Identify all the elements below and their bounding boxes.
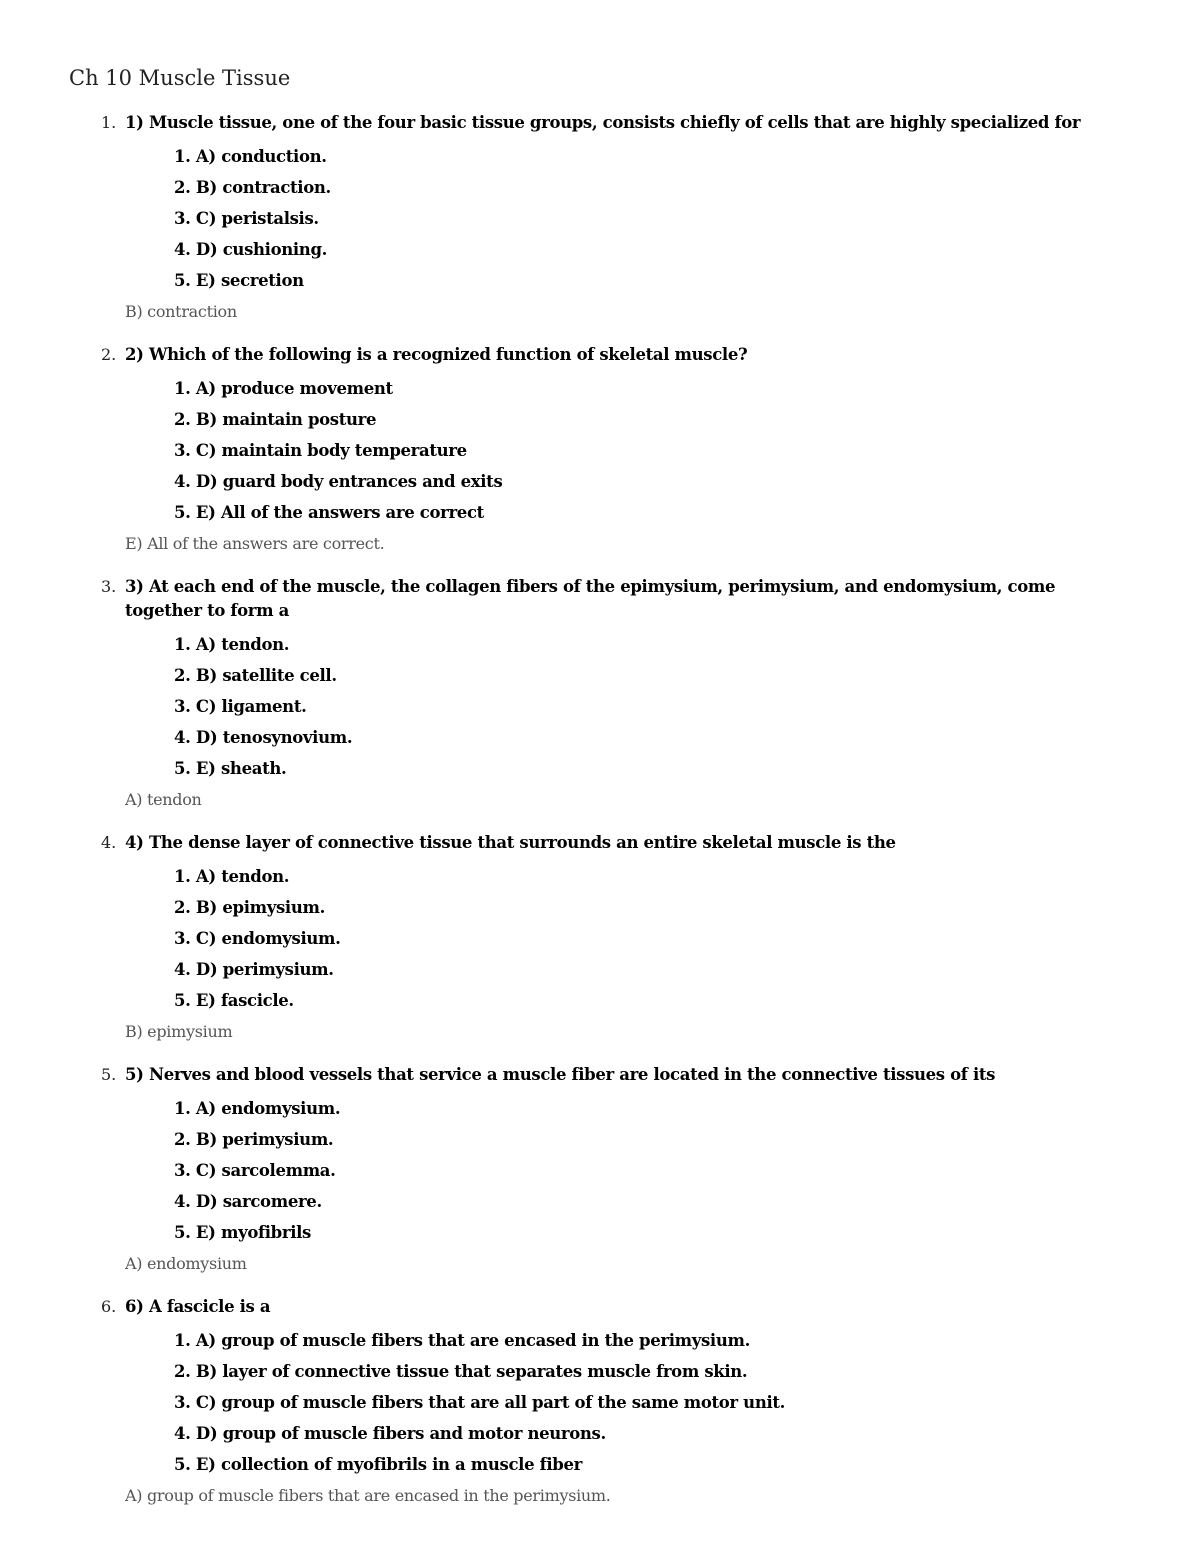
answer-text: B) epimysium [125,1022,233,1041]
option-item: 2. B) satellite cell. [174,666,337,685]
question-text: 3) At each end of the muscle, the collagen fibers of the epimysium, perimysium, and endomysium, come together to form a [125,577,1056,620]
question-text: 6) A fascicle is a [125,1297,271,1316]
option-item: 5. E) fascicle. [174,991,294,1010]
option-item: 5. E) secretion [174,271,304,290]
answer-text: A) tendon [125,790,202,809]
question-number: 1. [101,113,117,132]
option-item: 1. A) tendon. [174,635,290,654]
option-item: 3. C) endomysium. [174,929,341,948]
question-list [0,109,1200,1512]
option-item: 1. A) endomysium. [174,1099,341,1118]
option-list [0,861,1200,1016]
question-item [0,829,1200,1061]
option-item: 4. D) guard body entrances and exits [174,472,503,491]
option-item: 3. C) peristalsis. [174,209,319,228]
option-item: 5. E) sheath. [174,759,287,778]
option-item: 3. C) group of muscle fibers that are all part of the same motor unit. [174,1393,786,1412]
option-item: 1. A) group of muscle fibers that are encased in the perimysium. [174,1331,750,1350]
option-item: 4. D) tenosynovium. [174,728,353,747]
option-item: 2. B) maintain posture [174,410,377,429]
option-item: 2. B) contraction. [174,178,331,197]
option-item: 3. C) ligament. [174,697,307,716]
option-item: 5. E) collection of myofibrils in a muscle fiber [174,1455,582,1474]
question-item [0,109,1200,341]
option-item: 3. C) sarcolemma. [174,1161,336,1180]
option-item: 4. D) sarcomere. [174,1192,322,1211]
answer-text: E) All of the answers are correct. [125,534,385,553]
option-item: 3. C) maintain body temperature [174,441,467,460]
question-text: 4) The dense layer of connective tissue that surrounds an entire skeletal muscle is the [125,833,896,852]
question-item [0,341,1200,573]
option-list [0,141,1200,296]
question-number: 3. [101,577,117,596]
question-text: 2) Which of the following is a recognized function of skeletal muscle? [125,345,748,364]
answer-text: A) endomysium [125,1254,247,1273]
question-text: 5) Nerves and blood vessels that service a muscle fiber are located in the connective tissues of its [125,1065,996,1084]
question-number: 4. [101,833,117,852]
option-list [0,629,1200,784]
option-item: 4. D) group of muscle fibers and motor neurons. [174,1424,606,1443]
option-item: 2. B) epimysium. [174,898,325,917]
question-number: 5. [101,1065,117,1084]
option-item: 4. D) perimysium. [174,960,334,979]
answer-text: A) group of muscle fibers that are encased in the perimysium. [125,1486,611,1505]
option-item: 1. A) conduction. [174,147,327,166]
option-item: 4. D) cushioning. [174,240,328,259]
option-list [0,1325,1200,1480]
option-item: 5. E) All of the answers are correct [174,503,484,522]
option-item: 5. E) myofibrils [174,1223,311,1242]
question-item [0,1061,1200,1293]
question-item [0,573,1200,829]
option-item: 2. B) layer of connective tissue that separates muscle from skin. [174,1362,748,1381]
question-item [0,1293,1200,1512]
page-title: Ch 10 Muscle Tissue [69,66,291,90]
question-text: 1) Muscle tissue, one of the four basic tissue groups, consists chiefly of cells that are highly specialized for [125,113,1081,132]
question-number: 6. [101,1297,117,1316]
option-item: 1. A) produce movement [174,379,393,398]
option-item: 2. B) perimysium. [174,1130,334,1149]
answer-text: B) contraction [125,302,237,321]
option-list [0,373,1200,528]
option-item: 1. A) tendon. [174,867,290,886]
option-list [0,1093,1200,1248]
question-number: 2. [101,345,117,364]
